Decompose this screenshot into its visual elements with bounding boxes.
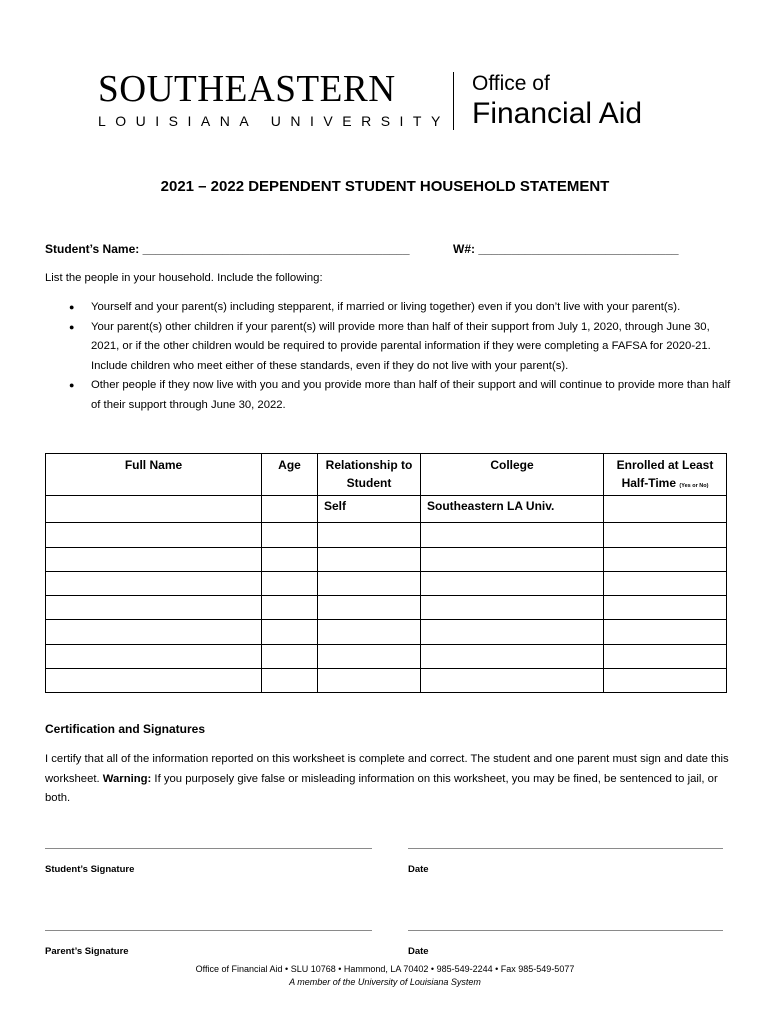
financial-aid-label: Financial Aid [472, 97, 643, 130]
enrolled-note: (Yes or No) [679, 483, 709, 489]
certification-heading: Certification and Signatures [45, 722, 206, 736]
cell-relationship[interactable] [318, 523, 421, 547]
student-date-line[interactable] [408, 848, 723, 849]
parent-date-label: Date [408, 946, 429, 957]
footer-contact: Office of Financial Aid • SLU 10768 • Hammond, LA 70402 • 985-549-2244 • Fax 985-549-5077 [195, 964, 575, 974]
university-logo-subtitle: LOUISIANA UNIVERSITY [98, 113, 450, 129]
header-relationship: Relationship to Student [318, 454, 421, 496]
cell-age[interactable] [262, 547, 318, 571]
table-row [46, 644, 727, 668]
cell-age[interactable] [262, 496, 318, 523]
cell-age[interactable] [262, 644, 318, 668]
office-of-label: Office of [472, 72, 550, 95]
cell-enrolled[interactable] [604, 596, 727, 620]
table-row [46, 547, 727, 571]
university-logo-name: SOUTHEASTERN [98, 68, 396, 110]
parent-date-line[interactable] [408, 930, 723, 931]
cell-full-name[interactable] [46, 620, 262, 644]
bullet-icon: ● [69, 321, 75, 332]
student-date-label: Date [408, 864, 429, 875]
cell-college[interactable] [421, 620, 604, 644]
cell-college[interactable] [421, 596, 604, 620]
cell-enrolled[interactable] [604, 644, 727, 668]
cell-age[interactable] [262, 669, 318, 693]
header-college: College [421, 454, 604, 496]
warning-label: Warning: [102, 772, 152, 785]
cell-college[interactable] [421, 644, 604, 668]
household-criteria-list [69, 298, 736, 415]
cell-full-name[interactable] [46, 644, 262, 668]
cell-relationship[interactable] [318, 571, 421, 595]
cell-age[interactable] [262, 620, 318, 644]
cell-enrolled[interactable] [604, 571, 727, 595]
cell-college[interactable] [421, 669, 604, 693]
document-title: 2021 – 2022 DEPENDENT STUDENT HOUSEHOLD STATEMENT [160, 178, 610, 195]
cell-enrolled[interactable] [604, 547, 727, 571]
cell-full-name[interactable] [46, 547, 262, 571]
cell-relationship[interactable] [318, 620, 421, 644]
list-item: ● Your parent(s) other children if your parent(s) will provide more than half of their support from July 1, 2020, through June 30, 2021, or if the other children would be required to provide parental information if they were completing a FAFSA for 2020-21. Include children who meet either of these standards, even if they do not live with your parent(s). [91, 318, 736, 377]
list-item: ● Other people if they now live with you and you provide more than half of their support and will continue to provide more than half of their support through June 30, 2022. [91, 376, 736, 415]
header-enrolled: Enrolled at Least Half-Time (Yes or No) [604, 454, 727, 496]
list-item: ● Yourself and your parent(s) including stepparent, if married or living together) even if you don’t live with your parent(s). [91, 298, 736, 318]
table-row [46, 620, 727, 644]
student-signature-label: Student’s Signature [45, 864, 135, 875]
logo-divider [453, 72, 454, 130]
parent-signature-line[interactable] [45, 930, 372, 931]
w-number-field[interactable]: W#: ______________________________ [453, 242, 679, 256]
cell-relationship[interactable] [318, 644, 421, 668]
cell-college[interactable] [421, 571, 604, 595]
cell-relationship[interactable] [318, 669, 421, 693]
footer-affiliation: A member of the University of Louisiana System [289, 977, 481, 987]
cell-college[interactable] [421, 523, 604, 547]
header-age: Age [262, 454, 318, 496]
household-table [45, 453, 727, 693]
cell-full-name[interactable] [46, 496, 262, 523]
cell-full-name[interactable] [46, 523, 262, 547]
table-row [46, 669, 727, 693]
cell-full-name[interactable] [46, 571, 262, 595]
instructions-intro: List the people in your household. Include the following: [45, 272, 323, 284]
bullet-icon: ● [69, 302, 75, 312]
table-header-row [46, 454, 727, 496]
cell-age[interactable] [262, 571, 318, 595]
table-row [46, 571, 727, 595]
cell-relationship[interactable] [318, 547, 421, 571]
student-name-field[interactable]: Student’s Name: ________________________________________ [45, 242, 410, 256]
cell-full-name[interactable] [46, 596, 262, 620]
table-row [46, 496, 727, 523]
cell-age[interactable] [262, 523, 318, 547]
cell-full-name[interactable] [46, 669, 262, 693]
certification-text: I certify that all of the information reported on this worksheet is complete and correct. The student and one parent must sign and date this worksheet. Warning: If you purposely give false or misleading information on this worksheet, you may be fined, be sentenced to jail, or both. [45, 753, 729, 804]
cell-relationship[interactable] [318, 596, 421, 620]
cell-college: Southeastern LA Univ. [421, 496, 604, 523]
bullet-icon: ● [69, 380, 75, 390]
cell-enrolled[interactable] [604, 496, 727, 523]
cell-enrolled[interactable] [604, 620, 727, 644]
table-row [46, 523, 727, 547]
header-full-name: Full Name [46, 454, 262, 496]
student-signature-line[interactable] [45, 848, 372, 849]
cell-relationship: Self [318, 496, 421, 523]
cell-age[interactable] [262, 596, 318, 620]
cell-college[interactable] [421, 547, 604, 571]
cell-enrolled[interactable] [604, 523, 727, 547]
cell-enrolled[interactable] [604, 669, 727, 693]
table-row [46, 596, 727, 620]
parent-signature-label: Parent’s Signature [45, 946, 129, 957]
